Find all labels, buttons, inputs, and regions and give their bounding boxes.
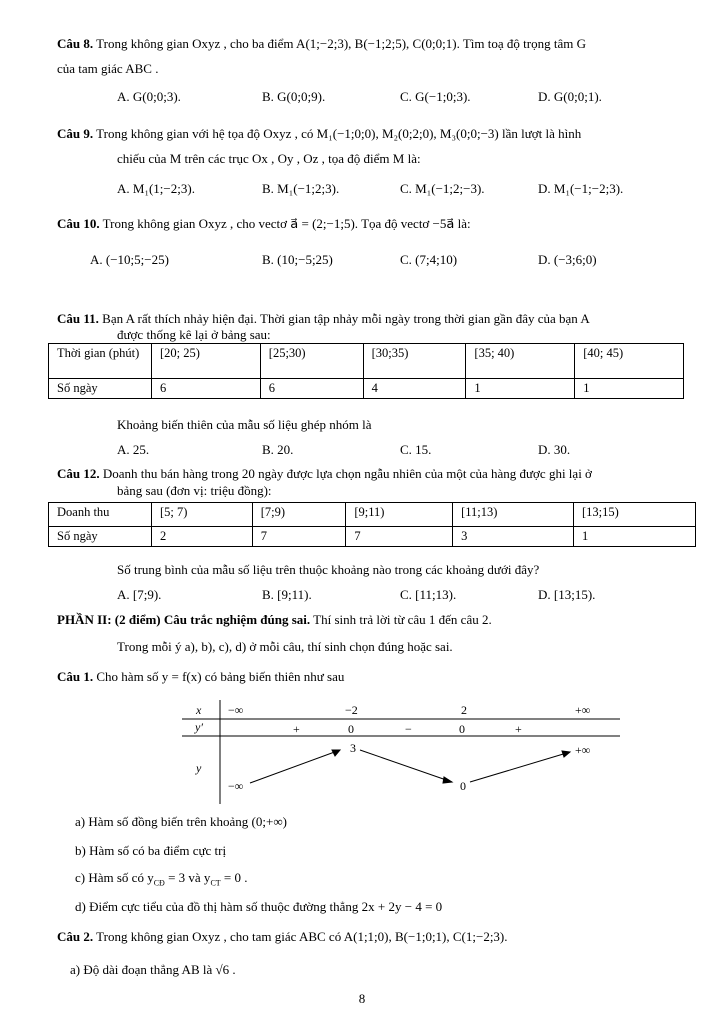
table-row	[49, 379, 684, 399]
table-cell: Số ngày	[49, 379, 152, 399]
bbt-sign: +	[515, 722, 522, 736]
table-cell: Số ngày	[49, 527, 152, 547]
c1-stem: Câu 1. Cho hàm số y = f(x) có bảng biến thiên như sau	[57, 669, 345, 684]
q12-stem: Câu 12. Doanh thu bán hàng trong 20 ngày được lựa chọn ngẫu nhiên của một của hàng được ghi lại ở	[57, 466, 592, 481]
table-row	[49, 503, 696, 527]
table-cell: 7	[346, 527, 453, 547]
bbt-sign: −	[405, 722, 412, 736]
c1-statement-c: c) Hàm số có $y_{CĐ} = 3$ và $y_{CT} = 0$ .	[75, 870, 248, 888]
table-cell: [9;11)	[346, 503, 453, 527]
q9-option-b: B. M₁(−1;2;3).	[262, 181, 340, 196]
bbt-y-value: +∞	[575, 743, 591, 757]
q12-option-d: D. [13;15).	[538, 587, 596, 602]
table-cell: [35; 40)	[466, 344, 575, 379]
q11-stem-2: được thống kê lại ở bảng sau:	[117, 327, 271, 342]
q11-option-c: C. 15.	[400, 442, 432, 457]
c1-statement-b: b) Hàm số có ba điểm cực trị	[75, 843, 227, 858]
table-cell: [20; 25)	[152, 344, 261, 379]
c1-statement-d: d) Điểm cực tiểu của đồ thị hàm số thuộc đường thẳng 2x + 2y − 4 = 0	[75, 899, 443, 914]
table-cell: [5; 7)	[152, 503, 253, 527]
bbt-y-value: −∞	[228, 779, 244, 793]
q11-stem: Câu 11. Bạn A rất thích nhảy hiện đại. Thời gian tập nhảy mỗi ngày trong thời gian gần đây của bạn A	[57, 311, 590, 326]
c2-statement-a: a) Độ dài đoạn thẳng AB là √6 .	[70, 962, 236, 977]
table-cell: 1	[575, 379, 684, 399]
bbt-x-value: −∞	[228, 703, 244, 717]
table-cell: 3	[453, 527, 574, 547]
bbt-sign: +	[293, 722, 300, 736]
table-cell: [30;35)	[363, 344, 466, 379]
q8-option-d: D. G(0;0;1).	[538, 89, 602, 104]
q11-option-a: A. 25.	[117, 442, 150, 457]
table-cell: [7;9)	[252, 503, 346, 527]
q8-stem: Câu 8. Trong không gian Oxyz , cho ba điểm A(1;−2;3), B(−1;2;5), C(0;0;1). Tìm toạ độ trọng tâm G	[57, 36, 586, 51]
part2-instruction: Trong mỗi ý a), b), c), d) ở mỗi câu, thí sinh chọn đúng hoặc sai.	[117, 639, 453, 654]
q11-option-b: B. 20.	[262, 442, 294, 457]
q10-stem: Câu 10. Trong không gian Oxyz , cho vectơ a⃗ = (2;−1;5). Tọa độ vectơ −5a⃗ là:	[57, 216, 471, 231]
q12-stem-2: bảng sau (đơn vị: triệu đồng):	[117, 483, 272, 498]
table-cell: 1	[466, 379, 575, 399]
q8-option-c: C. G(−1;0;3).	[400, 89, 471, 104]
c2-stem: Câu 2. Trong không gian Oxyz , cho tam giác ABC có A(1;1;0), B(−1;0;1), C(1;−2;3).	[57, 929, 508, 944]
q9-stem: Câu 9. Trong không gian với hệ tọa độ Oxyz , có M₁(−1;0;0), M₂(0;2;0), M₃(0;0;−3) lần lượt là hình	[57, 126, 582, 141]
bbt-y-value: 0	[460, 779, 466, 793]
bbt-y-label: y	[196, 761, 202, 775]
part2-heading: PHẦN II: (2 điểm) Câu trắc nghiệm đúng sai. Thí sinh trả lời từ câu 1 đến câu 2.	[57, 612, 492, 627]
q12-option-a: A. [7;9).	[117, 587, 162, 602]
q12-option-c: C. [11;13).	[400, 587, 457, 602]
q10-option-d: D. (−3;6;0)	[538, 252, 597, 267]
bbt-arrow	[470, 751, 570, 782]
q8-option-b: B. G(0;0;9).	[262, 89, 326, 104]
q11-question: Khoảng biến thiên của mẫu số liệu ghép nhóm là	[117, 417, 372, 432]
page-number: 8	[358, 991, 366, 1006]
table-cell: Doanh thu	[49, 503, 152, 527]
table-cell: 2	[152, 527, 253, 547]
bbt-x-value: +∞	[575, 703, 591, 717]
q9-option-d: D. M₁(−1;−2;3).	[538, 181, 624, 196]
table-cell: Thời gian (phút)	[49, 344, 152, 379]
q9-option-c: C. M₁(−1;2;−3).	[400, 181, 485, 196]
table-cell: [13;15)	[574, 503, 696, 527]
q10-option-b: B. (10;−5;25)	[262, 252, 333, 267]
q11-table	[48, 343, 684, 399]
bbt-yprime-label: y′	[195, 720, 203, 734]
table-cell: 6	[152, 379, 261, 399]
q10-option-c: C. (7;4;10)	[400, 252, 458, 267]
q10-option-a: A. (−10;5;−25)	[90, 252, 169, 267]
bbt-y-value: 3	[350, 741, 356, 755]
bbt-arrow	[360, 750, 452, 783]
q12-table	[48, 502, 696, 547]
variation-table	[180, 700, 620, 805]
bbt-x-value: 2	[461, 703, 467, 717]
q11-option-d: D. 30.	[538, 442, 571, 457]
bbt-sign: 0	[459, 722, 465, 736]
bbt-sign: 0	[348, 722, 354, 736]
q8-option-a: A. G(0;0;3).	[117, 89, 181, 104]
q9-stem-2: chiếu của M trên các trục Ox , Oy , Oz , tọa độ điểm M là:	[117, 151, 421, 166]
q8-stem-2: của tam giác ABC .	[57, 61, 159, 76]
table-cell: 4	[363, 379, 466, 399]
table-row	[49, 527, 696, 547]
table-cell: [40; 45)	[575, 344, 684, 379]
table-cell: 6	[260, 379, 363, 399]
q12-question: Số trung bình của mẫu số liệu trên thuộc khoảng nào trong các khoảng dưới đây?	[117, 562, 540, 577]
table-cell: [25;30)	[260, 344, 363, 379]
bbt-arrow	[250, 750, 340, 783]
table-row	[49, 344, 684, 379]
q9-option-a: A. M₁(1;−2;3).	[117, 181, 195, 196]
q12-option-b: B. [9;11).	[262, 587, 312, 602]
bbt-x-label: x	[196, 703, 202, 717]
bbt-x-value: −2	[345, 703, 358, 717]
table-cell: 7	[252, 527, 346, 547]
c1-statement-a: a) Hàm số đồng biến trên khoảng (0;+∞)	[75, 814, 287, 829]
table-cell: [11;13)	[453, 503, 574, 527]
table-cell: 1	[574, 527, 696, 547]
